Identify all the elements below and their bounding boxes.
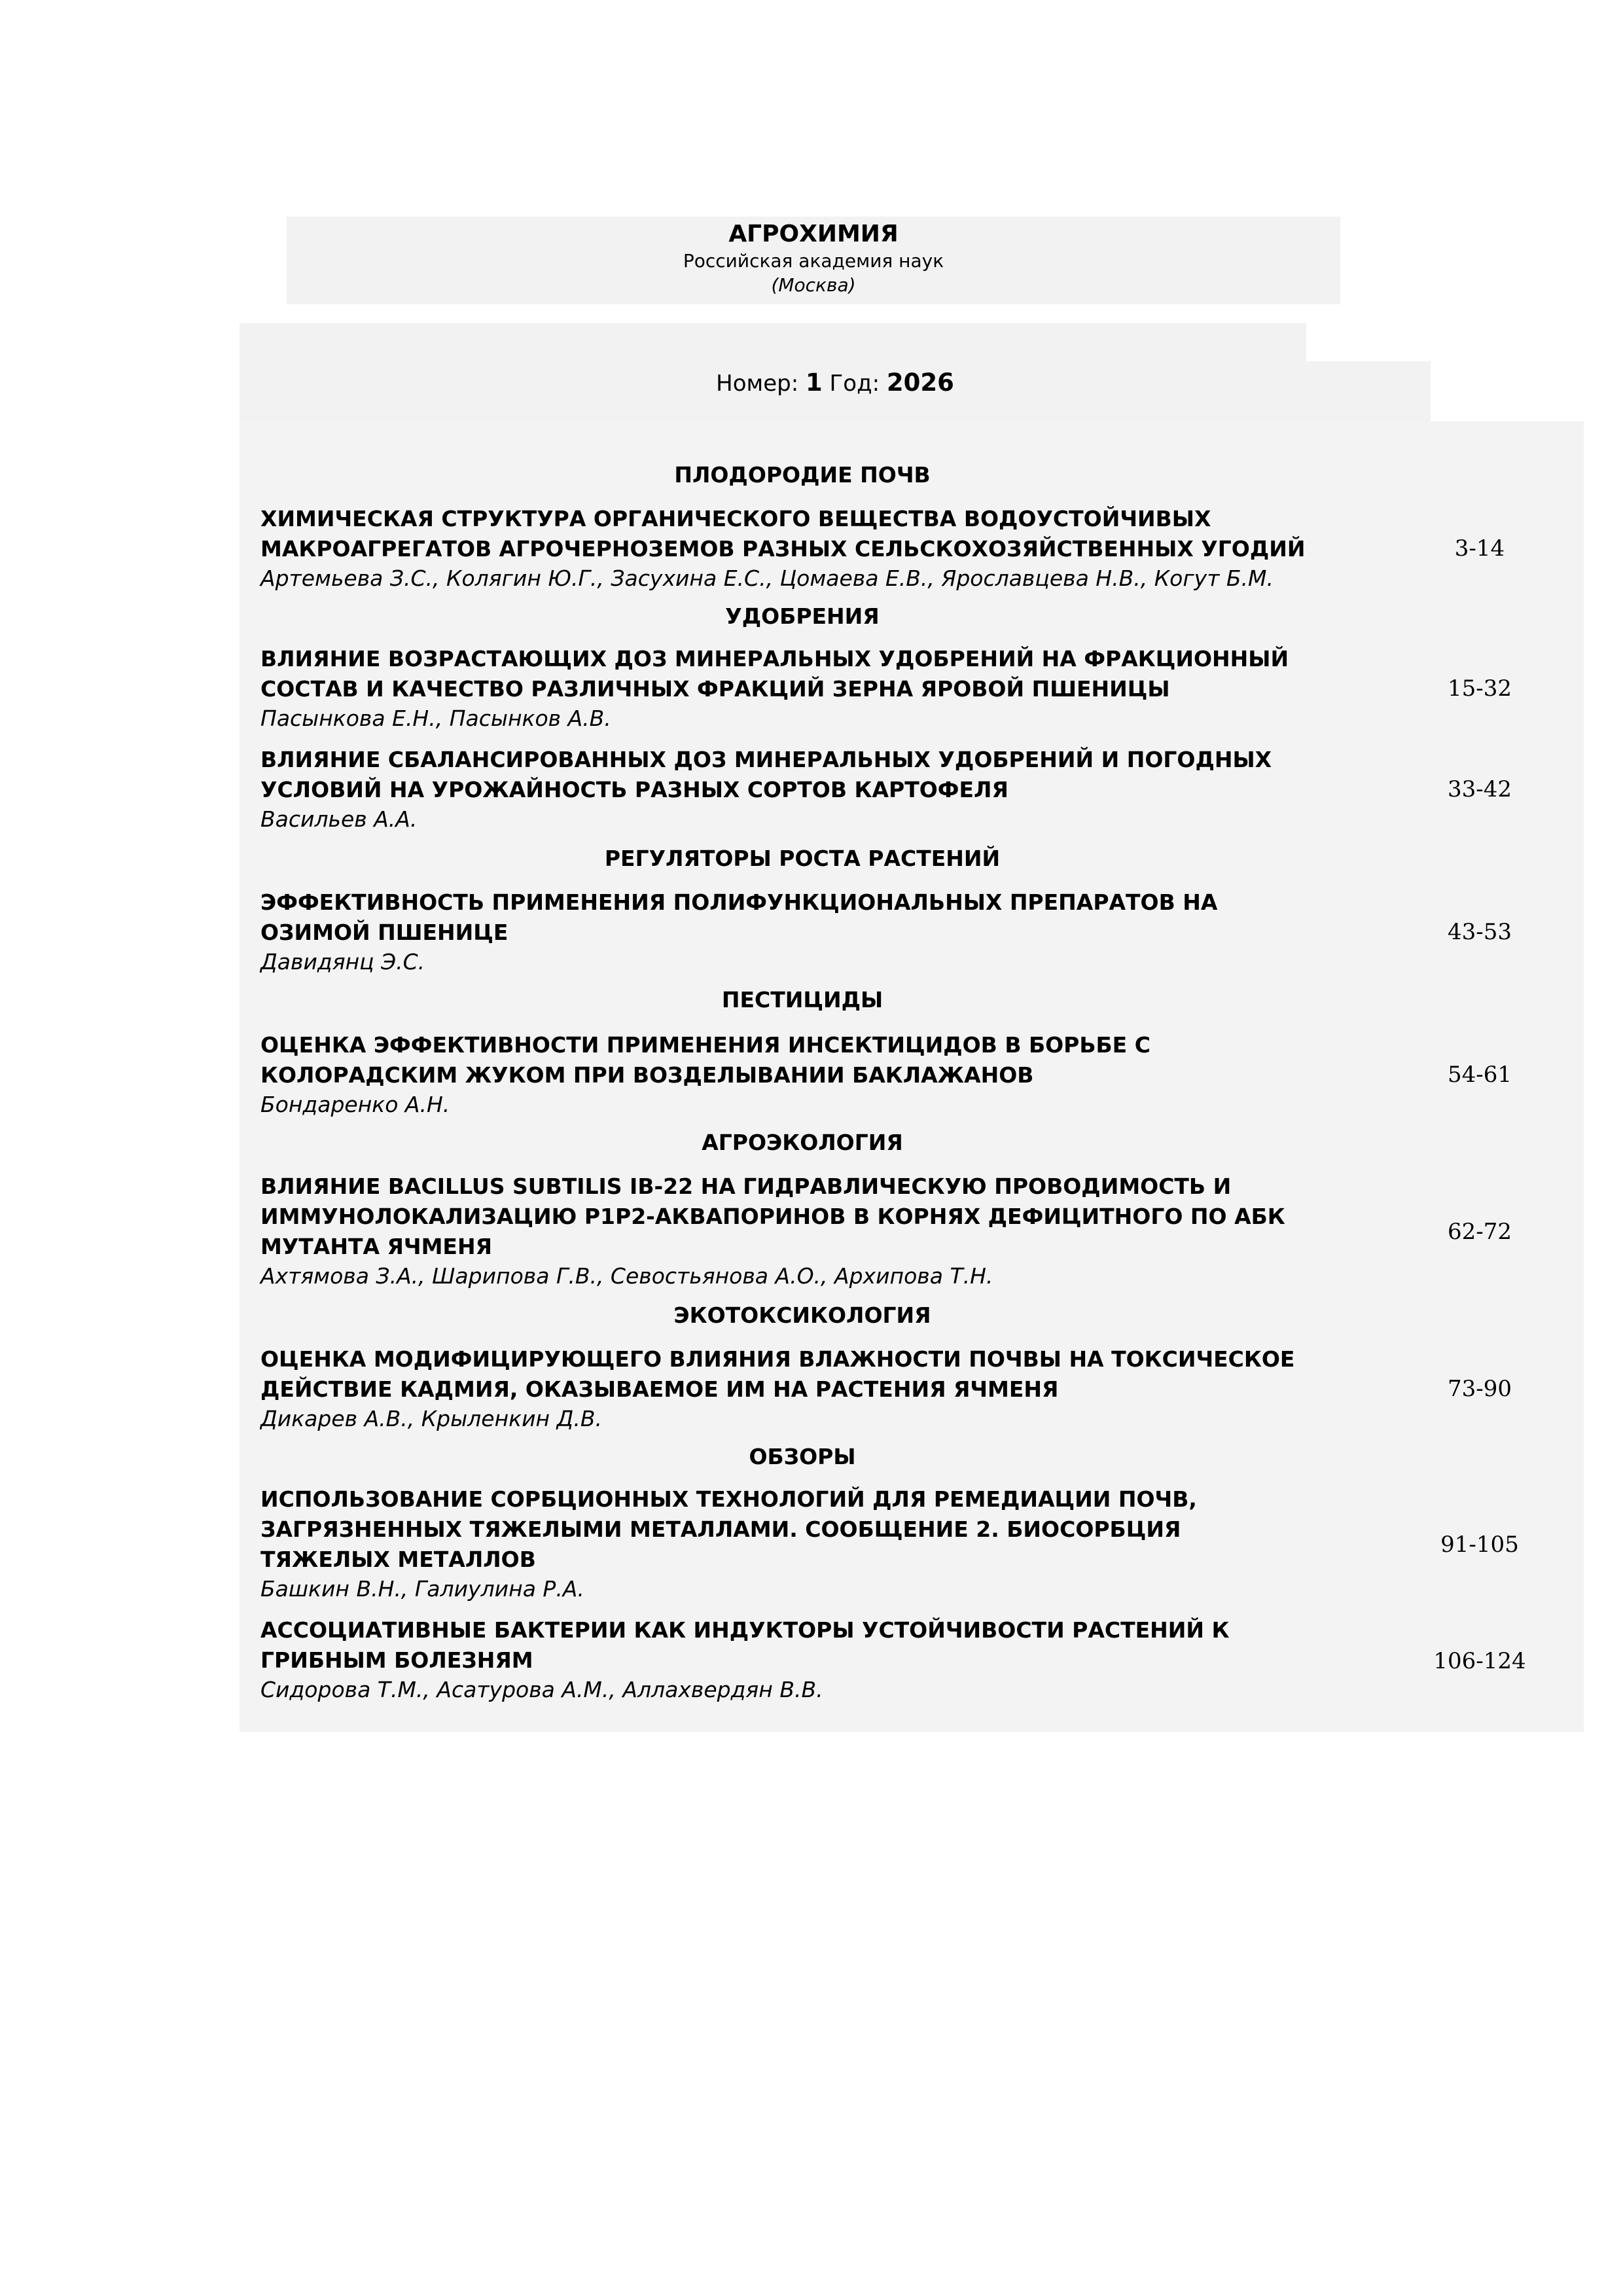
article-title-line: УСЛОВИЙ НА УРОЖАЙНОСТЬ РАЗНЫХ СОРТОВ КАРТОФЕЛЯ	[260, 777, 1008, 802]
article-title-line: ТЯЖЕЛЫХ МЕТАЛЛОВ	[260, 1547, 536, 1572]
article-authors: Давидянц Э.С.	[260, 949, 425, 975]
article-title[interactable]	[260, 1484, 1366, 1575]
article-pages: 3-14	[1454, 535, 1505, 562]
article-pages: 62-72	[1447, 1219, 1512, 1245]
article-title-line: ИСПОЛЬЗОВАНИЕ СОРБЦИОННЫХ ТЕХНОЛОГИЙ ДЛЯ РЕМЕДИАЦИИ ПОЧВ,	[260, 1486, 1197, 1512]
journal-city: (Москва)	[771, 274, 856, 296]
article-pages: 106-124	[1433, 1648, 1526, 1674]
article-title[interactable]	[260, 1615, 1366, 1676]
journal-header	[287, 217, 1340, 304]
article-title[interactable]	[260, 745, 1366, 805]
article-title-line: МУТАНТА ЯЧМЕНЯ	[260, 1234, 492, 1259]
article-pages: 73-90	[1447, 1376, 1512, 1402]
section-heading: РЕГУЛЯТОРЫ РОСТА РАСТЕНИЙ	[604, 846, 1001, 871]
issue-info	[240, 363, 1431, 403]
article-title[interactable]	[260, 504, 1366, 564]
section-heading: УДОБРЕНИЯ	[725, 603, 880, 629]
article-title-line: ЭФФЕКТИВНОСТЬ ПРИМЕНЕНИЯ ПОЛИФУНКЦИОНАЛЬНЫХ ПРЕПАРАТОВ НА	[260, 889, 1218, 915]
article-title-line: МАКРОАГРЕГАТОВ АГРОЧЕРНОЗЕМОВ РАЗНЫХ СЕЛЬСКОХОЗЯЙСТВЕННЫХ УГОДИЙ	[260, 536, 1306, 562]
article-pages: 54-61	[1447, 1062, 1512, 1088]
article-pages: 33-42	[1447, 776, 1512, 802]
article-title[interactable]	[260, 1344, 1366, 1405]
article-title-line: ОЦЕНКА МОДИФИЦИРУЮЩЕГО ВЛИЯНИЯ ВЛАЖНОСТИ ПОЧВЫ НА ТОКСИЧЕСКОЕ	[260, 1346, 1295, 1372]
journal-organization: Российская академия наук	[683, 250, 944, 272]
table-of-contents	[240, 422, 1584, 1732]
article-pages: 43-53	[1447, 919, 1512, 945]
article-title-line: ГРИБНЫМ БОЛЕЗНЯМ	[260, 1647, 533, 1673]
article-title-line: ИММУНОЛОКАЛИЗАЦИЮ P1P2-АКВАПОРИНОВ В КОРНЯХ ДЕФИЦИТНОГО ПО АБК	[260, 1204, 1285, 1229]
article-authors: Башкин В.Н., Галиулина Р.А.	[260, 1576, 584, 1602]
issue-block-top	[240, 323, 1306, 361]
article-pages: 91-105	[1440, 1532, 1519, 1558]
issue-year: 2026	[886, 368, 954, 397]
article-authors: Пасынкова Е.Н., Пасынков А.В.	[260, 706, 611, 731]
article-title-line: КОЛОРАДСКИМ ЖУКОМ ПРИ ВОЗДЕЛЫВАНИИ БАКЛАЖАНОВ	[260, 1062, 1034, 1088]
journal-title: АГРОХИМИЯ	[728, 221, 899, 247]
article-title-line: ВЛИЯНИЕ BACILLUS SUBTILIS IB-22 НА ГИДРАВЛИЧЕСКУЮ ПРОВОДИМОСТЬ И	[260, 1174, 1232, 1199]
article-title-line: ОЦЕНКА ЭФФЕКТИВНОСТИ ПРИМЕНЕНИЯ ИНСЕКТИЦИДОВ В БОРЬБЕ С	[260, 1032, 1150, 1058]
article-authors: Артемьева З.С., Колягин Ю.Г., Засухина Е.С., Цомаева Е.В., Ярославцева Н.В., Когут Б.М.	[260, 565, 1274, 591]
issue-number-label: Номер:	[716, 370, 799, 397]
section-heading: ОБЗОРЫ	[749, 1444, 856, 1469]
section-heading: ЭКОТОКСИКОЛОГИЯ	[673, 1302, 931, 1328]
article-authors: Ахтямова З.А., Шарипова Г.В., Севостьянова А.О., Архипова Т.Н.	[260, 1263, 993, 1289]
article-authors: Бондаренко А.Н.	[260, 1092, 450, 1117]
article-pages: 15-32	[1447, 675, 1512, 702]
article-title-line: ВЛИЯНИЕ СБАЛАНСИРОВАННЫХ ДОЗ МИНЕРАЛЬНЫХ УДОБРЕНИЙ И ПОГОДНЫХ	[260, 747, 1272, 772]
article-title-line: ОЗИМОЙ ПШЕНИЦЕ	[260, 920, 508, 945]
article-title-line: ВЛИЯНИЕ ВОЗРАСТАЮЩИХ ДОЗ МИНЕРАЛЬНЫХ УДОБРЕНИЙ НА ФРАКЦИОННЫЙ	[260, 646, 1289, 672]
article-authors: Васильев А.А.	[260, 806, 418, 832]
article-title-line: ДЕЙСТВИЕ КАДМИЯ, ОКАЗЫВАЕМОЕ ИМ НА РАСТЕНИЯ ЯЧМЕНЯ	[260, 1376, 1059, 1402]
article-title[interactable]	[260, 888, 1366, 948]
article-title[interactable]	[260, 1030, 1366, 1090]
article-title[interactable]	[260, 644, 1366, 704]
article-authors: Сидорова Т.М., Асатурова А.М., Аллахвердян В.В.	[260, 1677, 823, 1702]
issue-year-label: Год:	[829, 370, 880, 397]
article-authors: Дикарев А.В., Крыленкин Д.В.	[260, 1406, 602, 1431]
issue-number: 1	[805, 368, 823, 397]
article-title-line: ЗАГРЯЗНЕННЫХ ТЯЖЕЛЫМИ МЕТАЛЛАМИ. СООБЩЕНИЕ 2. БИОСОРБЦИЯ	[260, 1516, 1181, 1542]
section-heading: ПЛОДОРОДИЕ ПОЧВ	[674, 462, 931, 488]
section-heading: ПЕСТИЦИДЫ	[721, 987, 883, 1013]
section-heading: АГРОЭКОЛОГИЯ	[702, 1130, 903, 1155]
article-title-line: ХИМИЧЕСКАЯ СТРУКТУРА ОРГАНИЧЕСКОГО ВЕЩЕСТВА ВОДОУСТОЙЧИВЫХ	[260, 506, 1211, 531]
article-title[interactable]	[260, 1172, 1366, 1262]
article-title-line: СОСТАВ И КАЧЕСТВО РАЗЛИЧНЫХ ФРАКЦИЙ ЗЕРНА ЯРОВОЙ ПШЕНИЦЫ	[260, 676, 1170, 702]
article-title-line: АССОЦИАТИВНЫЕ БАКТЕРИИ КАК ИНДУКТОРЫ УСТОЙЧИВОСТИ РАСТЕНИЙ К	[260, 1617, 1230, 1643]
